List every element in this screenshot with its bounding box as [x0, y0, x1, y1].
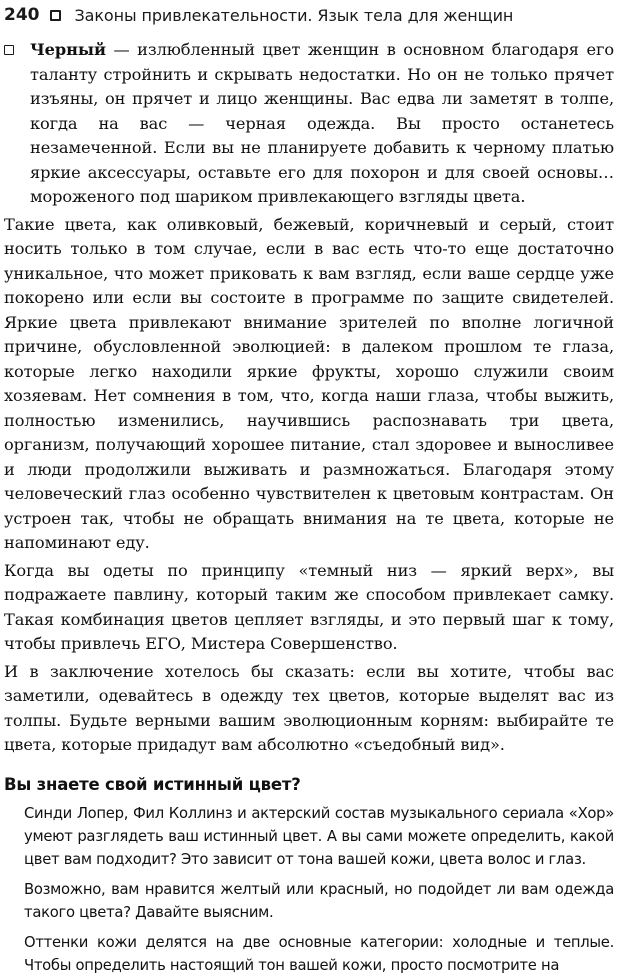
section-paragraph: Оттенки кожи делятся на две основные категории: холодные и теплые. Чтобы определить настоящий тон вашей кожи, просто посмотрите на: [24, 931, 614, 977]
section-paragraph: Возможно, вам нравится желтый или красный, но подойдет ли вам одежда такого цвета? Давайте выясним.: [24, 878, 614, 925]
bullet-term: Черный: [30, 40, 106, 59]
paragraph-colors-evolution: Такие цвета, как оливковый, бежевый, коричневый и серый, стоит носить только в том случае, если в вас есть что-то еще достаточно уникальное, что может приковать к вам взгляд, если ваше сердце уже покорено или если вы состоите в программе по защите свидетелей. Яркие цвета привлекают внимание зрителей по вполне логичной причине, обусловленной эволюцией: в далеком прошлом те глаза, которые легко находили яркие фрукты, хорошо служили своим хозяевам. Нет сомнения в том, что, когда наши глаза, чтобы выжить, полностью изменились, научившись распознавать три цвета, организм, получающий хорошее питание, стал здоровее и выносливее и люди продолжили выживать и размножаться. Благодаря этому человеческий глаз особенно чувствителен к цветовым контрастам. Он устроен так, чтобы не обращать внимания на те цвета, которые не напоминают еду.: [4, 213, 614, 556]
true-color-section: [4, 772, 614, 977]
bullet-square-icon: [4, 45, 14, 55]
running-header: [4, 0, 614, 30]
bullet-text: — излюбленный цвет женщин в основном благодаря его таланту стройнить и скрывать недостатки. Но он не только прячет изъяны, он прячет и лицо женщины. Вас едва ли заметят в толпе, когда на вас — черная одежда. Вы просто останетесь незамеченной. Если вы не планируете добавить к черному платью яркие аксессуары, оставьте его для похорон и для своей основы… мороженого под шариком привлекающего взгляды цвета.: [30, 40, 614, 206]
section-body: [4, 802, 614, 977]
section-heading: Вы знаете свой истинный цвет?: [4, 772, 614, 798]
checkbox-square-icon: [50, 10, 61, 21]
book-title: Законы привлекательности. Язык тела для женщин: [75, 6, 514, 25]
paragraph-conclusion: И в заключение хотелось бы сказать: если вы хотите, чтобы вас заметили, одевайтесь в одежду тех цветов, которые выделят вас из толпы. Будьте верными вашим эволюционным корням: выбирайте те цвета, которые придадут вам абсолютно «съедобный вид».: [4, 660, 614, 758]
section-paragraph: Синди Лопер, Фил Коллинз и актерский состав музыкального сериала «Хор» умеют разглядеть ваш истинный цвет. А вы сами можете определить, какой цвет вам подходит? Это зависит от тона вашей кожи, цвета волос и глаз.: [24, 802, 614, 872]
main-text: [4, 38, 614, 758]
bullet-item-black: [4, 38, 614, 210]
bullet-paragraph: [30, 38, 614, 210]
page-number: 240: [4, 5, 40, 25]
paragraph-peacock: Когда вы одеты по принципу «темный низ — яркий верх», вы подражаете павлину, который таким же способом привлекает самку. Такая комбинация цветов цепляет взгляды, и это первый шаг к тому, чтобы привлечь ЕГО, Мистера Совершенство.: [4, 559, 614, 657]
